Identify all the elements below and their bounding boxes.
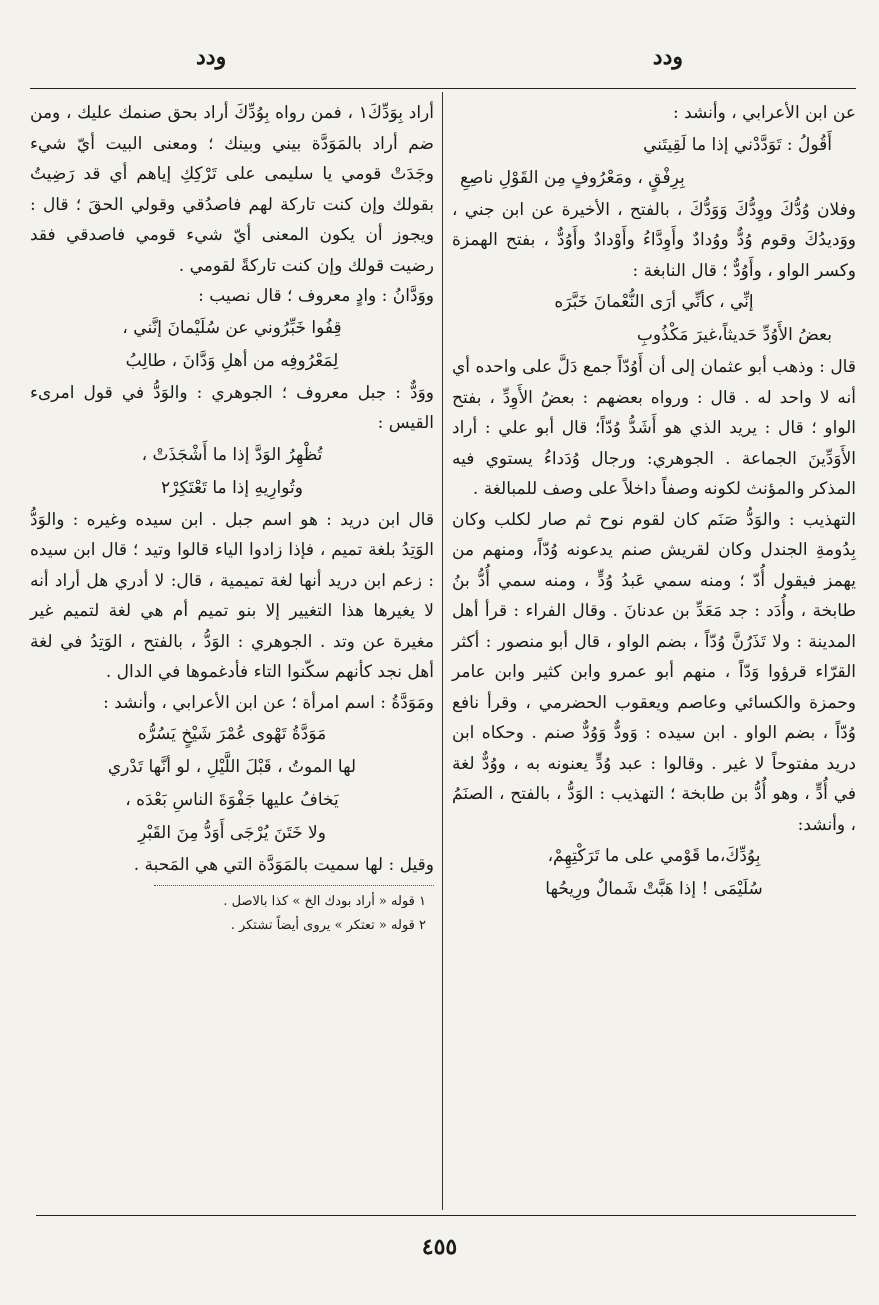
verse-line: إنِّي ، كأنِّي أرَى النُّعْمانَ خَبَّرَه — [554, 292, 754, 312]
verse-line: قِفُوا خَبِّرُوني عن سُلَيْمانَ إنَّني ، — [122, 317, 342, 338]
verse-line: وتُوارِيهِ إذا ما تَعْتَكِرْ٢ — [161, 477, 303, 498]
footnote: ٢ قوله « تعتكر » يروى أيضاً تشتكر . — [230, 917, 426, 933]
verse-line: مَوَدَّةُ تَهْوى عُمْرَ شَيْخٍ يَسُرُّه — [137, 724, 327, 744]
paragraph: قال : وذهب أبو عثمان إلى أن أَوُدّاً جمع دَلَّ على واحده أي أنه لا واحد له . قال : ورواه بعضهم : بعضُ الأَوِدِّ ، بفتح الواو ؛ قال : يريد الذي هو أَشَدُّ وُدّاً؛ قال أبو علي : أراد الأَوَدِّينَ الجماعة . الجوهري: ورجال وُدَداءُ يستوي فيه المذكر والمؤنث لكونه وصفاً داخلاً على وصف للمبالغة . — [452, 357, 856, 499]
column-divider — [442, 92, 443, 1210]
left-column — [30, 98, 434, 938]
paragraph: وفلان وُدُّكَ ووِدُّكَ وَوَدُّكَ ، بالفتح ، الأخيرة عن ابن جني ، ووَديدُكَ وقوم وُدٌّ ووُدادٌ وأَوِدَّاءُ وأَوْدادٌ وأَوُدٌّ ، بفتح الهمزة وكسر الواو ، وأَوُدٌّ ؛ قال النابغة : — [452, 199, 856, 281]
footnote: ١ قوله « أراد بودك الخ » كذا بالاصل . — [223, 893, 426, 909]
verse-line: أَقُولُ : تَوَدَّدْني إذا ما لَقِيتَني — [643, 134, 832, 155]
verse-line: بعضُ الأَوُدِّ حَديثاً،غيرَ مَكْذُوبِ — [636, 325, 832, 345]
footnote-separator — [154, 885, 434, 886]
paragraph: ووَدَّانُ : وادٍ معروف ؛ قال نصيب : — [198, 286, 434, 306]
page-number: ٤٥٥ — [421, 1234, 458, 1260]
verse-line: بِوُدِّكَ،ما قَوْمي على ما تَرَكْتِهِمْ، — [547, 846, 761, 866]
verse-line: سُلَيْمَى ! إذا هَبَّتْ شَمالٌ ورِيحُها — [545, 879, 763, 899]
paragraph: التهذيب : والوَدُّ صَنَم كان لقوم نوح ثم صار لكلب وكان بِدُومةِ الجندل وكان لقريش صنم يدعونه وُدّاً، ومنهم من يهمز فيقول أُدّ ؛ ومنه سمي عَبدُ وُدٍّ ، ومنه سمي أُدُّ بنُ طابخة ، وأُدَد : جد مَعَدِّ بن عدنانَ . وقال الفراء : قرأ أهل المدينة : ولا تَذَرُنَّ وُدّاً ، بضم الواو ، قال أبو منصور : أكثر القرّاء قرؤوا وَدّاً ، منهم أبو عمرو وابن كثير وابن عامر وحمزة والكسائي وعاصم ويعقوب الحضرمي ، وقرأ نافع وُدّاً ، بضم الواو . ابن سيده : وَودٌّ وَوُدٌّ صنم . وحكاه ابن دريد مفتوحاً لا غير . وقالوا : عبد وُدٍّ يعنونه به ، ووُدٌّ لغة في أُدٍّ ، وهو أُدُّ بن طابخة ؛ التهذيب : الوَدُّ ، بالفتح ، الصنَمُ ، وأنشد: — [452, 509, 856, 835]
verse-line: تُظْهِرُ الوَدَّ إذا ما أَشْجَذَتْ ، — [141, 444, 323, 465]
header-root-word-left: ودد — [196, 44, 227, 70]
paragraph: ومَوَدَّةُ : اسم امرأة ؛ عن ابن الأعرابي ، وأنشد : — [103, 692, 434, 713]
footer-rule — [36, 1215, 856, 1216]
verse-line: يَخافُ عليها جَفْوَةَ الناسِ بَعْدَه ، — [125, 790, 339, 810]
header-rule — [30, 88, 856, 89]
right-column — [452, 98, 856, 906]
verse-line: بِرِفْقٍ ، ومَعْرُوفٍ مِن القَوْلِ ناصِعِ — [460, 167, 685, 188]
paragraph: وقيل : لها سميت بالمَوَدَّة التي هي المَحبة . — [133, 855, 434, 875]
paragraph: قال ابن دريد : هو اسم جبل . ابن سيده وغيره : والوَدُّ الوَتِدُ بلغة تميم ، فإذا زادوا الياء قالوا وتيد ؛ قال ابن سيده : زعم ابن دريد أنها لغة تميمية ، قال: لا أدري هل أراد أنه لا يغيرها هذا التغيير إلا بنو تميم أم هي لغة لتميم غير مغيرة عن وتد . الجوهري : الوَدُّ ، بالفتح ، الوَتِدُ في لغة أهل نجد كأنهم سكّنوا التاء فأدغموها في الدال . — [30, 509, 434, 682]
verse-line: لِمَعْرُوفِه من أهلِ وَدَّانَ ، طالِبُ — [125, 350, 339, 371]
paragraph: عن ابن الأعرابي ، وأنشد : — [672, 103, 856, 123]
paragraph: ووَدٌّ : جبل معروف ؛ الجوهري : والوَدُّ في قول امرىء القيس : — [30, 382, 434, 433]
verse-line: ولا خَتَنَ يُرْجَى أَوَدُّ مِنَ القَبْرِ — [138, 823, 326, 843]
header-root-word-right: ودد — [652, 44, 683, 70]
verse-line: لها الموتُ ، قَبْلَ اللَّيْلِ ، لو أنَّها تَدْري — [107, 757, 357, 777]
paragraph: أراد بِوَدِّكَ١ ، فمن رواه بِوُدِّكَ أراد بحق صنمك عليك ، ومن ضم أراد بالمَوَدَّة بيني وبينك ؛ ومعنى البيت أيّ شيء وجَدَتْ قومي يا سليمى على تَرْكِكِ إياهم أي قد رَضِيتُ بقولك وإن كنت تاركة لهم فاصدُقي وقولي الحقَ ؛ قال : ويجوز أن يكون المعنى أيّ شيء قومي فاصدقي فقد رضيت قولك وإن كنت تاركةً لقومي . — [30, 103, 434, 276]
